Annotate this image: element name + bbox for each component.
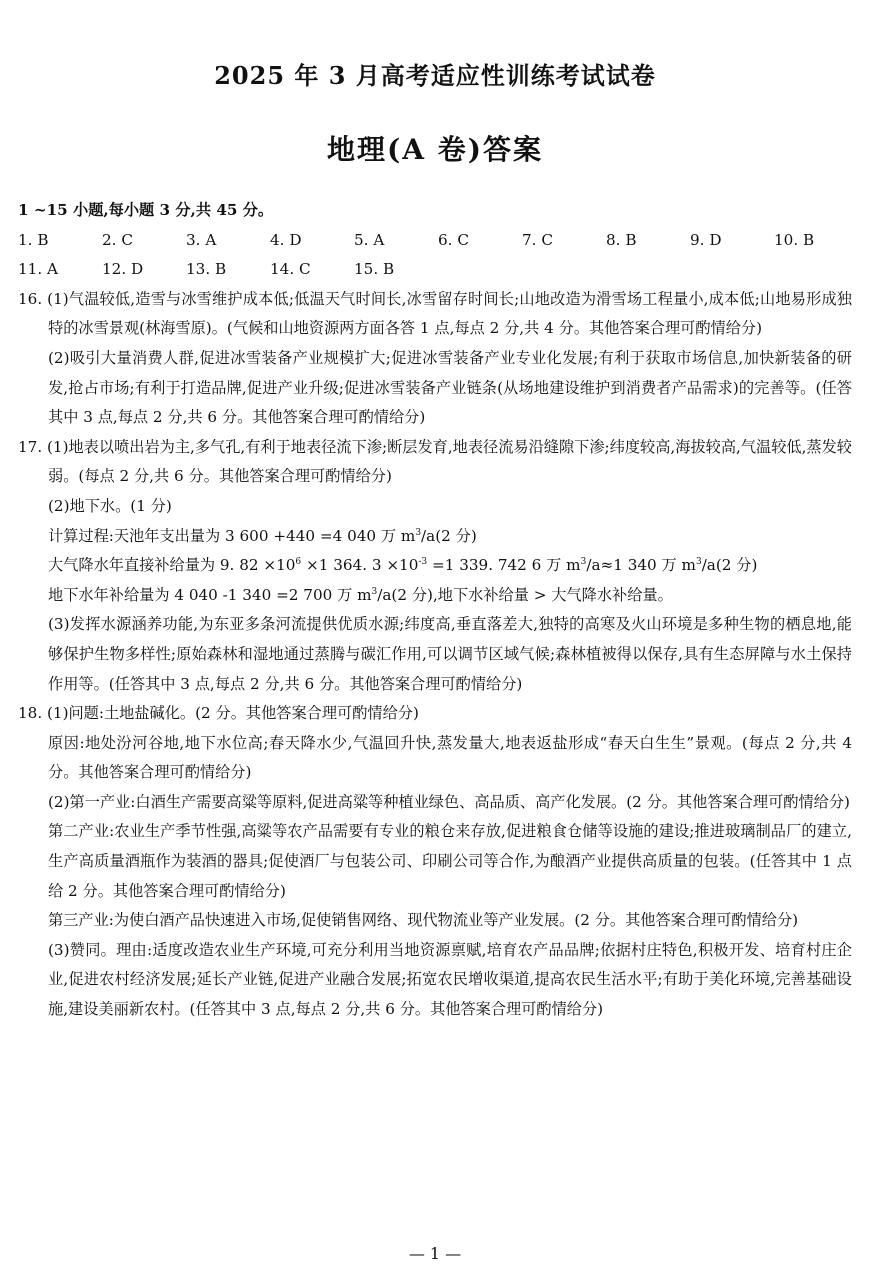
choice-answer: 11. A bbox=[18, 260, 58, 279]
q18-part2-primary: (2)第一产业:白酒生产需要高粱等原料,促进高粱等种植业绿色、高品质、高产化发展。(2 分。其他答案合理可酌情给分) bbox=[48, 792, 850, 811]
choice-answer: 5. A bbox=[354, 230, 385, 249]
calc-text: 地下水年补给量为 4 040 -1 340 =2 700 万 m bbox=[48, 585, 372, 604]
q18-part2-tertiary: 第三产业:为使白酒产品快速进入市场,促使销售网络、现代物流业等产业发展。(2 分。其他答案合理可酌情给分) bbox=[48, 911, 799, 930]
answer-content bbox=[18, 196, 852, 1025]
choice-answer: 4. D bbox=[270, 230, 302, 249]
calc-superscript: 3 bbox=[371, 586, 378, 597]
choice-answers-row-1 bbox=[18, 226, 852, 256]
choice-section-heading: 1 ~15 小题,每小题 3 分,共 45 分。 bbox=[18, 201, 274, 219]
page-number: — 1 — bbox=[408, 1244, 462, 1263]
calc-text: /a(2 分) bbox=[421, 526, 477, 545]
choice-answer: 2. C bbox=[102, 230, 133, 249]
calc-text: ×1 364. 3 ×10 bbox=[301, 556, 419, 575]
q17-part2: (2)地下水。(1 分) bbox=[48, 496, 172, 515]
answer-title: 地理(A 卷)答案 bbox=[327, 133, 543, 166]
calc-text: /a(2 分) bbox=[701, 556, 758, 575]
calc-text: 计算过程:天池年支出量为 3 600 +440 =4 040 万 m bbox=[48, 526, 416, 545]
choice-answer: 6. C bbox=[438, 230, 469, 249]
calc-superscript: 3 bbox=[415, 527, 422, 538]
calc-superscript: 3 bbox=[580, 557, 587, 568]
calc-text: /a(2 分),地下水补给量 > 大气降水补给量。 bbox=[377, 585, 673, 604]
q17-calc-line1 bbox=[18, 522, 852, 552]
exam-title: 2025 年 3 月高考适应性训练考试试卷 bbox=[214, 61, 656, 90]
choice-answer: 14. C bbox=[270, 260, 311, 279]
choice-answer: 10. B bbox=[774, 230, 815, 249]
choice-answer: 9. D bbox=[690, 230, 722, 249]
q18-part3: (3)赞同。理由:适度改造农业生产环境,可充分利用当地资源禀赋,培育农产品品牌;依据村庄特色,积极开发、培育村庄企业,促进农村经济发展;延长产业链,促进产业融合发展;拓宽农民增收渠道,提高农民生活水平;有助于美化环境,完善基础设施,建设美丽新农村。(任答其中 3 点,每点 2 分,共 6 分。其他答案合理可酌情给分) bbox=[48, 940, 852, 1019]
calc-text: /a≈1 340 万 m bbox=[586, 556, 696, 575]
calc-superscript: 3 bbox=[695, 557, 702, 568]
choice-answer: 12. D bbox=[102, 260, 144, 279]
q18-reason: 原因:地处汾河谷地,地下水位高;春天降水少,气温回升快,蒸发量大,地表返盐形成“春天白生生”景观。(每点 2 分,共 4 分。其他答案合理可酌情给分) bbox=[48, 733, 852, 782]
choice-answer: 8. B bbox=[606, 230, 637, 249]
q17-calc-line2 bbox=[18, 551, 852, 581]
choice-answer: 15. B bbox=[354, 260, 395, 279]
q17-part3: (3)发挥水源涵养功能,为东亚多条河流提供优质水源;纬度高,垂直落差大,独特的高寒及火山环境是多种生物的栖息地,能够保护生物多样性;原始森林和湿地通过蒸腾与碳汇作用,可以调节区域气候;森林植被得以保存,具有生态屏障与水土保持作用等。(任答其中 3 点,每点 2 分,共 6 分。其他答案合理可酌情给分) bbox=[48, 615, 852, 693]
calc-superscript: -3 bbox=[418, 557, 428, 568]
answer-sheet-page bbox=[18, 0, 852, 1287]
q16-part2: (2)吸引大量消费人群,促进冰雪装备产业规模扩大;促进冰雪装备产业专业化发展;有利于获取市场信息,加快新装备的研发,抢占市场;有利于打造品牌,促进产业升级;促进冰雪装备产业链条(从场地建设维护到消费者产品需求)的完善等。(任答其中 3 点,每点 2 分,共 6 分。其他答案合理可酌情给分) bbox=[48, 348, 852, 427]
q17-part1: 17. (1)地表以喷出岩为主,多气孔,有利于地表径流下渗;断层发育,地表径流易沿缝隙下渗;纬度较高,海拔较高,气温较低,蒸发较弱。(每点 2 分,共 6 分。其他答案合理可酌情给分) bbox=[18, 437, 852, 486]
choice-answer: 7. C bbox=[522, 230, 553, 249]
choice-answers-row-2 bbox=[18, 255, 852, 285]
choice-answer: 3. A bbox=[186, 230, 217, 249]
calc-text: 大气降水年直接补给量为 9. 82 ×10 bbox=[48, 556, 296, 575]
q18-part1: 18. (1)问题:土地盐碱化。(2 分。其他答案合理可酌情给分) bbox=[18, 704, 419, 723]
q18-part2-secondary: 第二产业:农业生产季节性强,高粱等农产品需要有专业的粮仓来存放,促进粮食仓储等设施的建设;推进玻璃制品厂的建立,生产高质量酒瓶作为装酒的器具;促使酒厂与包装公司、印刷公司等合作,为酿酒产业提供高质量的包装。(任答其中 1 点给 2 分。其他答案合理可酌情给分) bbox=[48, 822, 852, 900]
calc-text: =1 339. 742 6 万 m bbox=[427, 556, 581, 575]
calc-superscript: 6 bbox=[295, 557, 302, 568]
choice-answer: 1. B bbox=[18, 230, 49, 249]
q16-part1: 16. (1)气温较低,造雪与冰雪维护成本低;低温天气时间长,冰雪留存时间长;山地改造为滑雪场工程量小,成本低;山地易形成独特的冰雪景观(林海雪原)。(气候和山地资源两方面各答 1 点,每点 2 分,共 4 分。其他答案合理可酌情给分) bbox=[18, 289, 852, 338]
choice-answer: 13. B bbox=[186, 260, 227, 279]
q17-calc-line3 bbox=[18, 581, 852, 611]
